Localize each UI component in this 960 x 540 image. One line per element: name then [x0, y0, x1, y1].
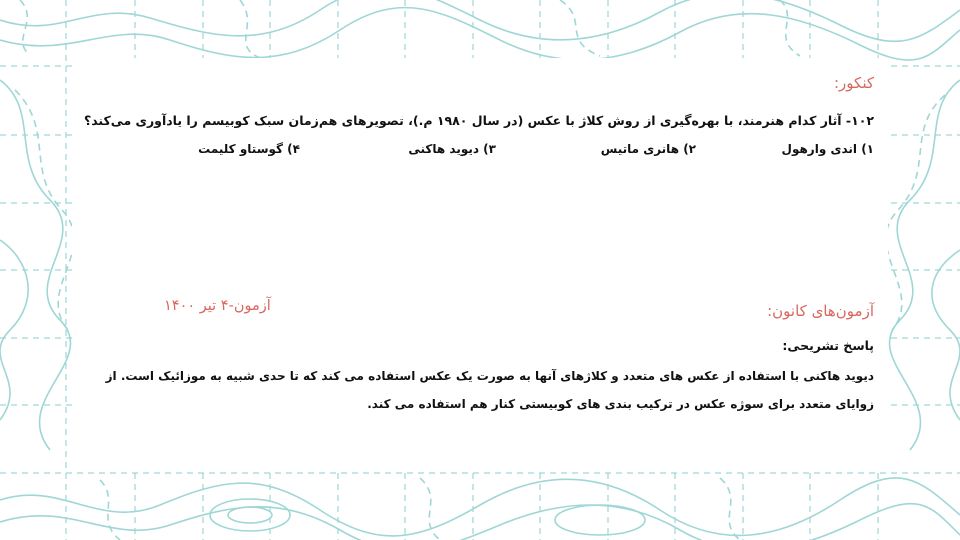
option-1: ۱) اندی وارهول: [781, 142, 874, 156]
content-card: [72, 58, 888, 470]
option-2: ۲) هانری ماتیس: [600, 142, 696, 156]
option-3: ۳) دیوید هاکنی: [408, 142, 496, 156]
kanoon-heading: آزمون‌های کانون:: [767, 302, 874, 320]
question-text: ۱۰۲- آثار کدام هنرمند، با بهره‌گیری از روش کلاژ با عکس (در سال ۱۹۸۰ م.)، تصویرهای هم‌زمان سبک کوبیسم را یادآوری می‌کند؟: [83, 113, 874, 128]
answer-label: پاسخ تشریحی:: [782, 338, 874, 353]
konkur-heading: کنکور:: [834, 74, 874, 92]
exam-date: آزمون-۴ تیر ۱۴۰۰: [164, 298, 271, 314]
answer-text: دیوید هاکنی با استفاده از عکس های متعدد و کلاژهای آنها به صورت یک عکس استفاده می کند که تا حدی شبیه به موزائیک است. از زوایای متعدد برای سوژه عکس در ترکیب بندی های کوبیستی کنار هم استفاده می کند.: [105, 369, 874, 411]
option-4: ۴) گوستاو کلیمت: [198, 142, 300, 156]
